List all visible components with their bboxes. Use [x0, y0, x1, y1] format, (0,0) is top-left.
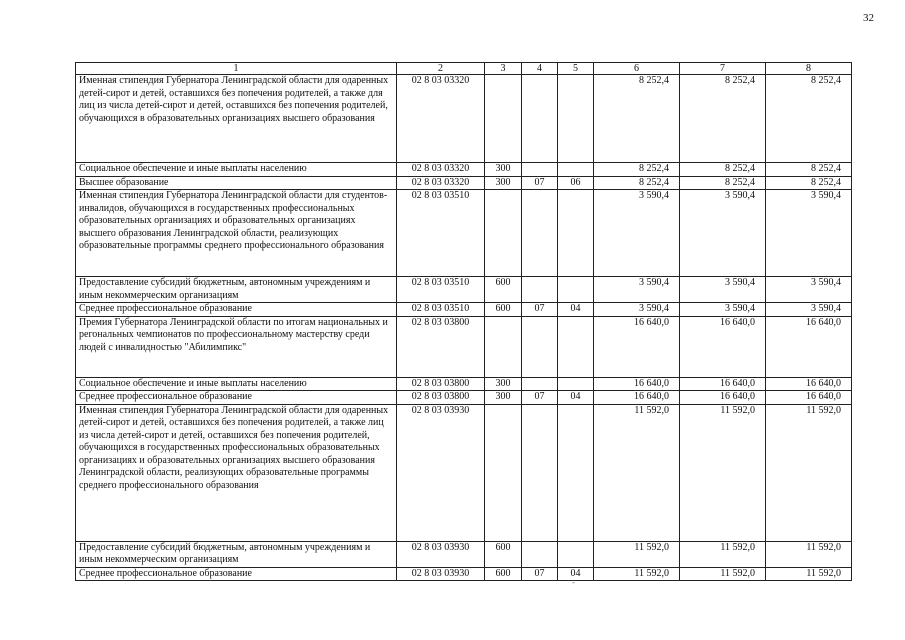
amount-col-6: 3 590,4: [594, 277, 680, 303]
target-code: 02 8 03 03320: [397, 75, 485, 163]
section-code: 07: [522, 567, 558, 581]
table-row: [76, 391, 852, 405]
amount-col-6: 11 592,0: [594, 404, 680, 541]
amount-col-7: 11 592,0: [680, 541, 766, 567]
table-row: [76, 163, 852, 177]
amount-col-8: 8 252,4: [766, 75, 852, 163]
expense-type: 600: [485, 541, 522, 567]
amount-col-8: 16 640,0: [766, 377, 852, 391]
amount-col-6: 16 640,0: [594, 316, 680, 377]
stray-mark: -: [572, 577, 575, 587]
expense-type: [485, 75, 522, 163]
subsection-code: 04: [558, 391, 594, 405]
row-name: Среднее профессиональное образование: [76, 391, 397, 405]
subsection-code: 04: [558, 567, 594, 581]
amount-col-6: 11 592,0: [594, 567, 680, 581]
section-code: [522, 190, 558, 277]
row-name: Социальное обеспечение и иные выплаты населению: [76, 377, 397, 391]
expense-type: 600: [485, 303, 522, 317]
row-name: Социальное обеспечение и иные выплаты населению: [76, 163, 397, 177]
target-code: 02 8 03 03930: [397, 541, 485, 567]
amount-col-7: 16 640,0: [680, 316, 766, 377]
section-code: [522, 541, 558, 567]
target-code: 02 8 03 03320: [397, 176, 485, 190]
target-code: 02 8 03 03930: [397, 567, 485, 581]
amount-col-7: 8 252,4: [680, 75, 766, 163]
row-name: Премия Губернатора Ленинградской области по итогам национальных и регональных чемпионатов по профессиональному мастерству среди людей с инвалидностью "Абилимпикс": [76, 316, 397, 377]
amount-col-7: 3 590,4: [680, 190, 766, 277]
table-row: [76, 404, 852, 541]
amount-col-8: 8 252,4: [766, 176, 852, 190]
amount-col-6: 8 252,4: [594, 75, 680, 163]
column-number: 3: [485, 63, 522, 75]
section-code: [522, 404, 558, 541]
row-name: Именная стипендия Губернатора Ленинградской области для одаренных детей-сирот и детей, оставшихся без попечения родителей, а также лиц из числа детей-сирот и детей, оставшихся без попечения родителей, обучающихся в государственных профессиональных образовательных организациях и образовательных организациях высшего образования Ленинградской области, реализующих образовательные программы среднего профессионального образования: [76, 404, 397, 541]
amount-col-7: 8 252,4: [680, 163, 766, 177]
subsection-code: [558, 377, 594, 391]
table-row: [76, 190, 852, 277]
table-row: [76, 316, 852, 377]
subsection-code: [558, 316, 594, 377]
amount-col-6: 11 592,0: [594, 541, 680, 567]
subsection-code: 04: [558, 303, 594, 317]
expense-type: 300: [485, 391, 522, 405]
column-number-row: [76, 63, 852, 75]
amount-col-6: 16 640,0: [594, 377, 680, 391]
subsection-code: [558, 75, 594, 163]
column-number: 2: [397, 63, 485, 75]
target-code: 02 8 03 03510: [397, 277, 485, 303]
table-row: [76, 377, 852, 391]
expense-type: [485, 190, 522, 277]
amount-col-7: 11 592,0: [680, 404, 766, 541]
subsection-code: [558, 404, 594, 541]
column-number: 8: [766, 63, 852, 75]
expense-type: [485, 316, 522, 377]
table-row: [76, 541, 852, 567]
row-name: Предоставление субсидий бюджетным, автономным учреждениям и иным некоммерческим организациям: [76, 541, 397, 567]
target-code: 02 8 03 03800: [397, 377, 485, 391]
expense-type: 600: [485, 567, 522, 581]
amount-col-7: 16 640,0: [680, 391, 766, 405]
amount-col-8: 3 590,4: [766, 190, 852, 277]
amount-col-7: 11 592,0: [680, 567, 766, 581]
expense-type: 600: [485, 277, 522, 303]
amount-col-7: 3 590,4: [680, 277, 766, 303]
section-code: [522, 75, 558, 163]
subsection-code: [558, 190, 594, 277]
target-code: 02 8 03 03800: [397, 316, 485, 377]
column-number: 1: [76, 63, 397, 75]
amount-col-8: 16 640,0: [766, 316, 852, 377]
amount-col-6: 8 252,4: [594, 176, 680, 190]
amount-col-8: 8 252,4: [766, 163, 852, 177]
column-number: 5: [558, 63, 594, 75]
row-name: Высшее образование: [76, 176, 397, 190]
table-row: [76, 567, 852, 581]
expense-type: 300: [485, 176, 522, 190]
amount-col-8: 3 590,4: [766, 277, 852, 303]
section-code: [522, 163, 558, 177]
amount-col-8: 16 640,0: [766, 391, 852, 405]
table-row: [76, 75, 852, 163]
target-code: 02 8 03 03510: [397, 190, 485, 277]
expense-type: [485, 404, 522, 541]
target-code: 02 8 03 03320: [397, 163, 485, 177]
target-code: 02 8 03 03510: [397, 303, 485, 317]
column-number: 4: [522, 63, 558, 75]
row-name: Именная стипендия Губернатора Ленинградской области для одаренных детей-сирот и детей, оставшихся без попечения родителей, а также для лиц из числа детей-сирот и детей, оставшихся без попечения родителей, обучающихся в образовательных организациях высшего образования: [76, 75, 397, 163]
table-row: [76, 303, 852, 317]
amount-col-6: 8 252,4: [594, 163, 680, 177]
target-code: 02 8 03 03930: [397, 404, 485, 541]
section-code: [522, 277, 558, 303]
expense-type: 300: [485, 163, 522, 177]
amount-col-8: 11 592,0: [766, 567, 852, 581]
subsection-code: [558, 277, 594, 303]
subsection-code: 06: [558, 176, 594, 190]
amount-col-6: 3 590,4: [594, 190, 680, 277]
row-name: Предоставление субсидий бюджетным, автономным учреждениям и иным некоммерческим организациям: [76, 277, 397, 303]
page-number: 32: [863, 12, 874, 24]
table-row: [76, 176, 852, 190]
subsection-code: [558, 163, 594, 177]
amount-col-8: 11 592,0: [766, 404, 852, 541]
row-name: Именная стипендия Губернатора Ленинградской области для студентов-инвалидов, обучающихся в государственных профессиональных образовательных организациях и образовательных организациях высшего образования Ленинградской области, реализующих образовательные программы среднего профессионального образования: [76, 190, 397, 277]
budget-table: [75, 62, 852, 581]
section-code: 07: [522, 303, 558, 317]
amount-col-7: 3 590,4: [680, 303, 766, 317]
section-code: [522, 316, 558, 377]
column-number: 7: [680, 63, 766, 75]
target-code: 02 8 03 03800: [397, 391, 485, 405]
column-number: 6: [594, 63, 680, 75]
table-row: [76, 277, 852, 303]
expense-type: 300: [485, 377, 522, 391]
amount-col-8: 11 592,0: [766, 541, 852, 567]
amount-col-8: 3 590,4: [766, 303, 852, 317]
row-name: Среднее профессиональное образование: [76, 567, 397, 581]
subsection-code: [558, 541, 594, 567]
amount-col-7: 8 252,4: [680, 176, 766, 190]
section-code: 07: [522, 176, 558, 190]
amount-col-6: 16 640,0: [594, 391, 680, 405]
amount-col-7: 16 640,0: [680, 377, 766, 391]
section-code: [522, 377, 558, 391]
amount-col-6: 3 590,4: [594, 303, 680, 317]
row-name: Среднее профессиональное образование: [76, 303, 397, 317]
section-code: 07: [522, 391, 558, 405]
